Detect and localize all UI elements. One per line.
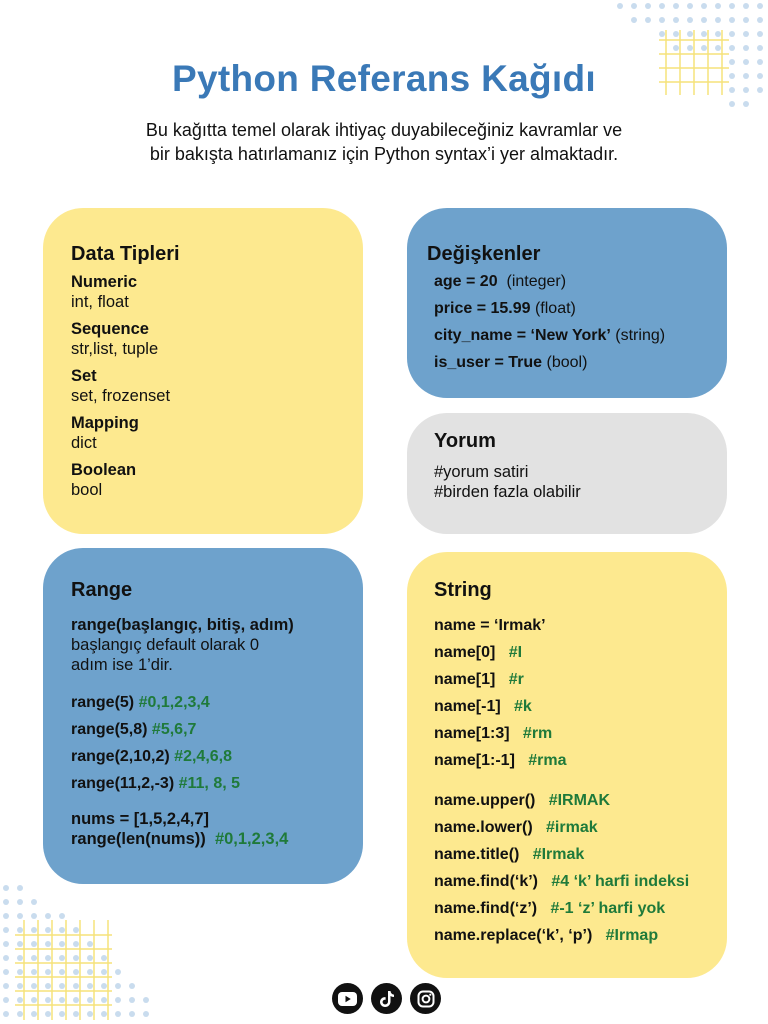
tiktok-icon[interactable] — [371, 983, 402, 1014]
data-type-values: str,list, tuple — [71, 340, 159, 358]
code: name[1:-1] — [434, 752, 515, 769]
nums-assignment: nums = [1,5,2,4,7] — [71, 810, 210, 828]
comment-line: #birden fazla olabilir — [434, 483, 581, 501]
range-example — [71, 770, 363, 797]
social-icons — [332, 983, 441, 1014]
code-comment: #-1 ‘z’ harfi yok — [550, 900, 666, 917]
code-comment: #IRMAK — [548, 792, 611, 809]
string-method-example — [434, 895, 727, 922]
range-example — [71, 716, 363, 743]
range-len-example — [71, 829, 363, 849]
page-title: Python Referans Kağıdı — [172, 58, 596, 99]
code-comment: #0,1,2,3,4 — [138, 694, 210, 711]
code: range(11,2,-3) — [71, 775, 175, 792]
data-type-values: int, float — [71, 293, 129, 311]
string-index-example — [434, 693, 727, 720]
subtitle-line: Bu kağıtta temel olarak ihtiyaç duyabileceğiniz kavramlar ve — [145, 120, 623, 140]
data-type-item — [71, 366, 363, 406]
code-comment: #irmak — [546, 819, 598, 836]
range-example — [71, 743, 363, 770]
string-method-example — [434, 922, 727, 949]
code-comment: #4 ‘k’ harfi indeksi — [551, 873, 690, 890]
code-comment: #r — [508, 671, 524, 688]
string-method-example — [434, 868, 727, 895]
code-comment: #Irmap — [605, 927, 659, 944]
variable-type: (integer) — [506, 273, 567, 290]
string-method-example — [434, 841, 727, 868]
card-title: String — [434, 579, 492, 601]
variable-code: city_name = ‘New York’ — [434, 327, 611, 344]
code: name.title() — [434, 846, 520, 863]
code-comment: #rma — [528, 752, 567, 769]
card-title: Range — [71, 579, 133, 601]
data-type-name: Numeric — [71, 273, 138, 291]
code: name[1] — [434, 671, 496, 688]
data-types-card — [43, 208, 363, 534]
string-index-example — [434, 666, 727, 693]
range-description: başlangıç default olarak 0 — [71, 636, 260, 654]
data-type-item — [71, 460, 363, 500]
variables-card — [407, 208, 727, 398]
code: name.find(‘z’) — [434, 900, 538, 917]
code: range(5,8) — [71, 721, 148, 738]
code: name = ‘Irmak’ — [434, 617, 546, 634]
string-index-example — [434, 720, 727, 747]
data-type-name: Sequence — [71, 320, 149, 338]
code: name.replace(‘k’, ‘p’) — [434, 927, 593, 944]
page-subtitle — [84, 118, 684, 166]
card-title: Data Tipleri — [71, 243, 180, 265]
card-title: Yorum — [434, 430, 496, 452]
data-type-name: Set — [71, 367, 97, 385]
data-type-item — [71, 319, 363, 359]
code: range(2,10,2) — [71, 748, 170, 765]
code-comment: #Irmak — [532, 846, 585, 863]
range-description: adım ise 1’dir. — [71, 656, 173, 674]
variable-type: (float) — [534, 300, 576, 317]
code: name.upper() — [434, 792, 536, 809]
variable-line — [434, 295, 727, 322]
comment-line: #yorum satiri — [434, 463, 529, 481]
comment-card — [407, 413, 727, 534]
string-method-example — [434, 787, 727, 814]
code: name[0] — [434, 644, 496, 661]
code: name[-1] — [434, 698, 501, 715]
variable-code: age = 20 — [434, 273, 498, 290]
data-type-values: set, frozenset — [71, 387, 171, 405]
variable-line — [434, 349, 727, 376]
code: range(len(nums)) — [71, 830, 206, 848]
code-comment: #2,4,6,8 — [174, 748, 232, 765]
variable-line — [434, 322, 727, 349]
code-comment: #rm — [522, 725, 553, 742]
string-card — [407, 552, 727, 978]
code: range(5) — [71, 694, 135, 711]
instagram-icon[interactable] — [410, 983, 441, 1014]
code-comment: #0,1,2,3,4 — [214, 830, 289, 848]
code-comment: #k — [514, 698, 532, 715]
string-index-example — [434, 747, 727, 774]
code-comment: #I — [508, 644, 523, 661]
string-assign — [434, 612, 727, 639]
variable-code: price = 15.99 — [434, 300, 531, 317]
variable-code: is_user = True — [434, 354, 543, 371]
string-index-example — [434, 639, 727, 666]
data-type-item — [71, 272, 363, 312]
youtube-icon[interactable] — [332, 983, 363, 1014]
subtitle-line: bir bakışta hatırlamanız için Python syntax’i yer almaktadır. — [149, 144, 619, 164]
variable-type: (string) — [615, 327, 666, 344]
range-example — [71, 689, 363, 716]
decorative-dots-bottom-left — [0, 880, 160, 1024]
data-type-values: bool — [71, 481, 103, 499]
variable-type: (bool) — [546, 354, 588, 371]
card-title: Değişkenler — [427, 243, 541, 265]
code: name.find(‘k’) — [434, 873, 539, 890]
data-type-name: Boolean — [71, 461, 137, 479]
variable-line — [434, 268, 727, 295]
data-type-values: dict — [71, 434, 97, 452]
code-comment: #11, 8, 5 — [178, 775, 240, 792]
data-type-name: Mapping — [71, 414, 139, 432]
data-type-item — [71, 413, 363, 453]
range-card — [43, 548, 363, 884]
code: name.lower() — [434, 819, 533, 836]
code: name[1:3] — [434, 725, 510, 742]
range-signature: range(başlangıç, bitiş, adım) — [71, 616, 294, 634]
string-method-example — [434, 814, 727, 841]
code-comment: #5,6,7 — [151, 721, 197, 738]
